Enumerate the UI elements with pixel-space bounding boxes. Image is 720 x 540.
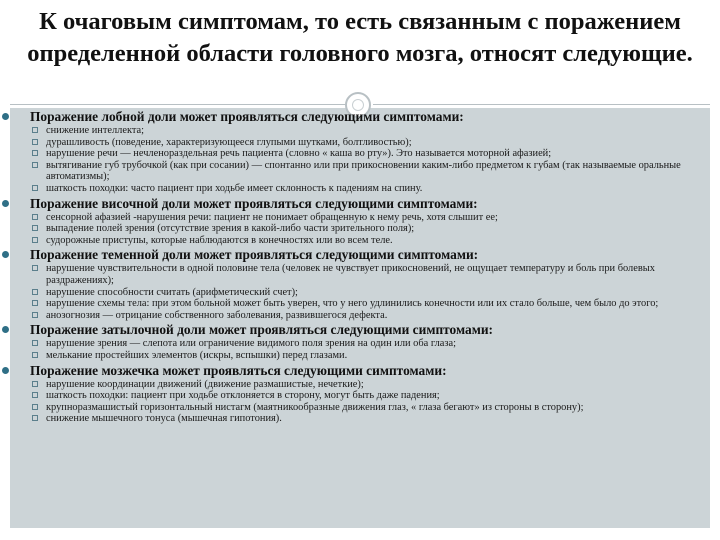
bullet-dot-icon	[2, 251, 9, 258]
list-item	[46, 160, 710, 183]
symptom-list	[10, 263, 710, 321]
list-item	[46, 212, 710, 224]
section-heading	[10, 195, 710, 212]
list-item-text: вытягивание губ трубочкой (как при сосании) — спонтанно или при прикосновении каким-либо предметом к губам (так называемые оральные автоматизмы);	[46, 159, 681, 183]
square-bullet-icon	[32, 225, 38, 231]
list-item	[46, 125, 710, 137]
title-divider-right	[373, 104, 710, 105]
bullet-dot-icon	[2, 200, 9, 207]
list-item	[46, 350, 710, 362]
symptom-list	[10, 125, 710, 195]
list-item-text: нарушение способности считать (арифметический счет);	[46, 286, 298, 298]
section-occipital-lobe	[10, 321, 710, 361]
square-bullet-icon	[32, 265, 38, 271]
bullet-dot-icon	[2, 367, 9, 374]
section-heading-text: Поражение лобной доли может проявляться следующими симптомами:	[30, 109, 464, 124]
list-item	[46, 413, 710, 425]
square-bullet-icon	[32, 139, 38, 145]
list-item	[46, 310, 710, 322]
list-item	[46, 390, 710, 402]
list-item-text: нарушение речи — нечленораздельная речь пациента (словно « каша во рту»). Это называется моторной афазией;	[46, 148, 552, 160]
list-item	[46, 263, 710, 286]
section-heading	[10, 321, 710, 338]
square-bullet-icon	[32, 415, 38, 421]
symptom-list	[10, 338, 710, 361]
section-parietal-lobe	[10, 246, 710, 321]
square-bullet-icon	[32, 237, 38, 243]
list-item-text: нарушение чувствительности в одной половине тела (человек не чувствует прикосновений, не ощущает температуру и боль при болевых раздражениях);	[46, 263, 655, 286]
list-item-text: нарушение схемы тела: при этом больной может быть уверен, что у него удлинились конечности или их стало больше, чем было до этого;	[46, 298, 659, 310]
list-item-text: анозогнозия — отрицание собственного заболевания, развившегося дефекта.	[46, 309, 388, 321]
list-item-text: дурашливость (поведение, характеризующееся глупыми шутками, болтливостью);	[46, 136, 412, 148]
square-bullet-icon	[32, 162, 38, 168]
section-frontal-lobe	[10, 108, 710, 195]
list-item	[46, 148, 710, 160]
content-area	[10, 108, 710, 528]
list-item-text: снижение мышечного тонуса (мышечная гипотония).	[46, 413, 282, 425]
title-divider-left	[10, 104, 347, 105]
section-heading	[10, 108, 710, 125]
square-bullet-icon	[32, 214, 38, 220]
list-item	[46, 223, 710, 235]
square-bullet-icon	[32, 352, 38, 358]
square-bullet-icon	[32, 127, 38, 133]
square-bullet-icon	[32, 150, 38, 156]
list-item	[46, 298, 710, 310]
slide-title: К очаговым симптомам, то есть связанным с поражением определенной области головного мозга, относят следующие.	[27, 8, 693, 67]
bullet-dot-icon	[2, 113, 9, 120]
section-heading-text: Поражение мозжечка может проявляться следующими симптомами:	[30, 362, 447, 378]
square-bullet-icon	[32, 312, 38, 318]
section-heading-text: Поражение затылочной доли может проявляться следующими симптомами:	[30, 322, 494, 338]
square-bullet-icon	[32, 185, 38, 191]
square-bullet-icon	[32, 404, 38, 410]
square-bullet-icon	[32, 340, 38, 346]
square-bullet-icon	[32, 381, 38, 387]
square-bullet-icon	[32, 392, 38, 398]
square-bullet-icon	[32, 300, 38, 306]
section-heading	[10, 362, 710, 379]
section-temporal-lobe	[10, 195, 710, 247]
list-item	[46, 402, 710, 414]
list-item-text: мелькание простейших элементов (искры, вспышки) перед глазами.	[46, 349, 348, 361]
list-item-text: нарушение зрения — слепота или ограничение видимого поля зрения на один или оба глаза;	[46, 338, 457, 350]
list-item-text: шаткость походки: пациент при ходьбе отклоняется в сторону, могут быть даже падения;	[46, 390, 440, 402]
list-item	[46, 183, 710, 195]
list-item-text: крупноразмашистый горизонтальный нистагм (маятникообразные движения глаз, « глаза бегают» из стороны в сторону);	[46, 401, 584, 413]
list-item	[46, 338, 710, 350]
list-item	[46, 235, 710, 247]
section-heading-text: Поражение височной доли может проявляться следующими симптомами:	[30, 195, 478, 211]
list-item-text: снижение интеллекта;	[46, 125, 145, 136]
list-item	[46, 379, 710, 391]
bullet-dot-icon	[2, 326, 9, 333]
list-item-text: сенсорной афазией -нарушения речи: пациент не понимает обращенную к нему речь, хотя слышит ее;	[46, 211, 498, 223]
list-item-text: судорожные приступы, которые наблюдаются в конечностях или во всем теле.	[46, 234, 393, 246]
symptom-list	[10, 379, 710, 425]
square-bullet-icon	[32, 289, 38, 295]
section-heading-text: Поражение теменной доли может проявляться следующими симптомами:	[30, 247, 479, 263]
list-item	[46, 137, 710, 149]
list-item-text: нарушение координации движений (движение размашистые, нечеткие);	[46, 378, 364, 390]
section-cerebellum	[10, 362, 710, 425]
list-item	[46, 287, 710, 299]
section-heading	[10, 246, 710, 263]
list-item-text: шаткость походки: часто пациент при ходьбе имеет склонность к падениям на спину.	[46, 182, 423, 194]
list-item-text: выпадение полей зрения (отсутствие зрения в какой-либо части зрительного поля);	[46, 223, 415, 235]
symptom-list	[10, 212, 710, 247]
